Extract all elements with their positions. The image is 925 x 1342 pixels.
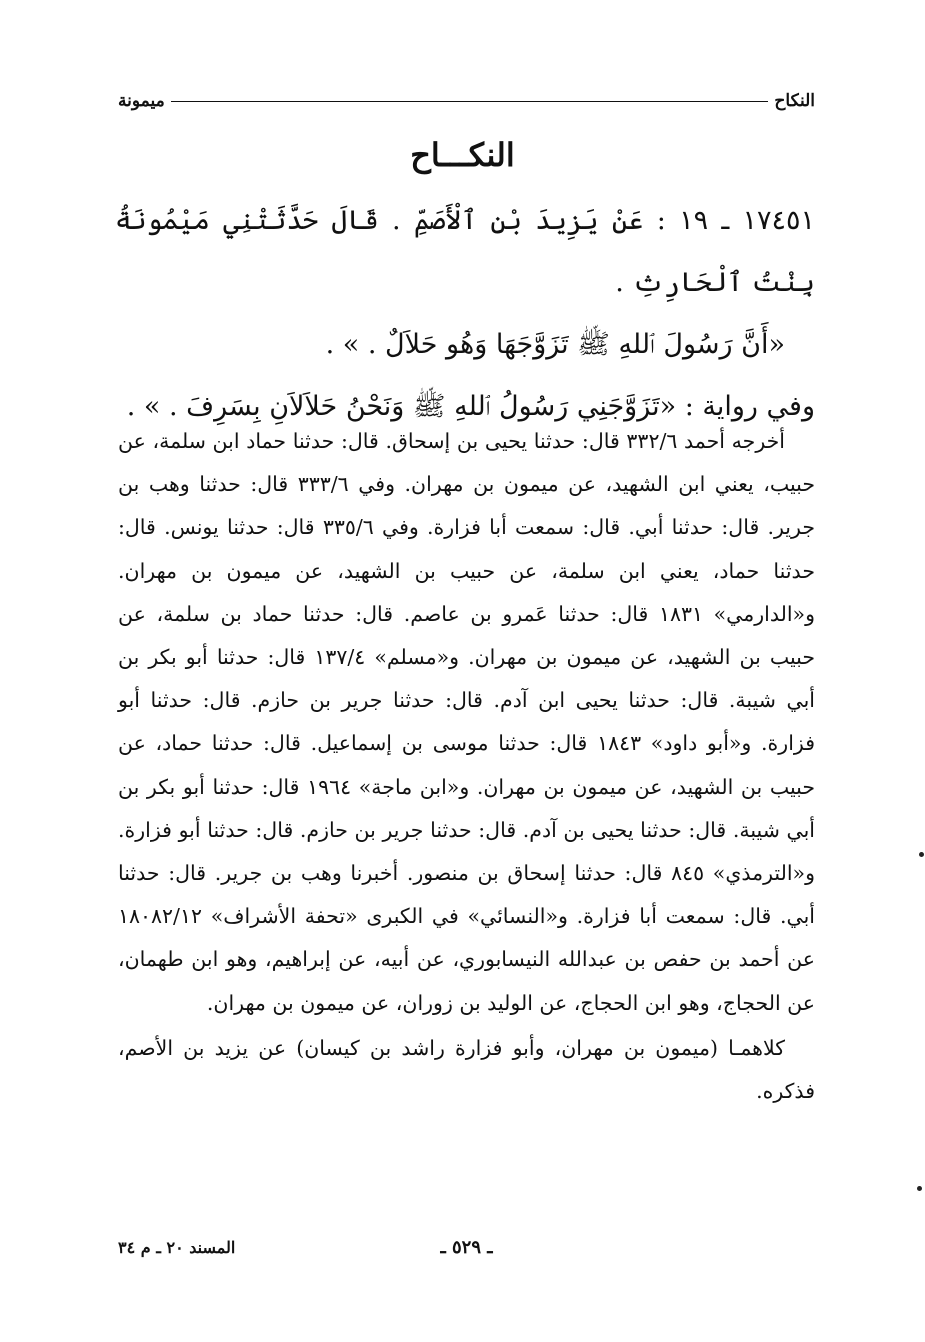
scan-speck (919, 852, 924, 857)
signature-mark: المسند ٢٠ ـ م ٣٤ (118, 1238, 236, 1257)
takhrij-section (118, 420, 815, 1113)
hadith-text (115, 190, 815, 438)
scan-speck (917, 1186, 922, 1191)
hadith-isnad: ١٧٤٥١ ـ ١٩ : عَنْ يَزِيدَ بْنِ ٱلْأَصَمِّ . قَالَ حَدَّثَتْنِي مَيْمُونَةُ بِنْتُ ٱلْحَارِثِ . (115, 205, 815, 298)
hadith-matn: «أَنَّ رَسُولَ ٱللهِ ﷺ تَزَوَّجَهَا وَهُو حَلاَلٌ . » . (325, 329, 785, 360)
takhrij-conclusion: كلاهمـا (ميمون بن مهران، وأبو فزارة راشد بن كيسان) عن يزيد بن الأصم، فذكره. (118, 1035, 815, 1104)
page-footer (118, 1238, 815, 1262)
header-section-label: ميمونة (118, 91, 165, 111)
running-header (118, 88, 815, 114)
chapter-title: النكـــاح (410, 136, 515, 174)
header-rule (171, 101, 769, 102)
hadith-variant: وفي رواية : «تَزَوَّجَنِي رَسُولُ ٱللهِ ﷺ وَنَحْنُ حَلاَلاَنِ بِسَرِفَ . » . (126, 391, 815, 422)
page-number: ـ ٥٢٩ ـ (440, 1237, 493, 1258)
takhrij-paragraph: أخرجه أحمد ٣٣٢/٦ قال: حدثنا يحيى بن إسحاق. قال: حدثنا حماد ابن سلمة، عن حبيب، يعني ابن الشهيد، عن ميمون بن مهران. وفي ٣٣٣/٦ قال: حدثنا وهب بن جرير. قال: حدثنا أبي. قال: سمعت أبا فزارة. وفي ٣٣٥/٦ قال: حدثنا يونس. قال: حدثنا حماد، يعني ابن سلمة، عن حبيب بن الشهيد، عن ميمون بن مهران. و«الدارمي» ١٨٣١ قال: حدثنا عَمرو بن عاصم. قال: حدثنا حماد بن سلمة، عن حبيب بن الشهيد، عن ميمون بن مهران. و«مسلم» ١٣٧/٤ قال: حدثنا أبو بكر بن أبي شيبة. قال: حدثنا يحيى ابن آدم. قال: حدثنا جرير بن حازم. قال: حدثنا أبو فزارة. و«أبو داود» ١٨٤٣ قال: حدثنا موسى بن إسماعيل. قال: حدثنا حماد، عن حبيب بن الشهيد، عن ميمون بن مهران. و«ابن ماجة» ١٩٦٤ قال: حدثنا أبو بكر بن أبي شيبة. قال: حدثنا يحيى بن آدم. قال: حدثنا جرير بن حازم. قال: حدثنا أبو فزارة. و«الترمذي» ٨٤٥ قال: حدثنا إسحاق بن منصور. أخبرنا وهب بن جرير. قال: حدثنا أبي. قال: سمعت أبا فزارة. و«النسائي» في الكبرى «تحفة الأشراف» ١٨٠٨٢/١٢ عن أحمد بن حفص بن عبدالله النيسابوري، عن أبيه، عن إبراهيم، وهو ابن طهمان، عن الحجاج، وهو ابن الحجاج، عن الوليد بن زوران، عن ميمون بن مهران. (118, 429, 816, 1015)
header-chapter-label: النكاح (774, 91, 815, 111)
